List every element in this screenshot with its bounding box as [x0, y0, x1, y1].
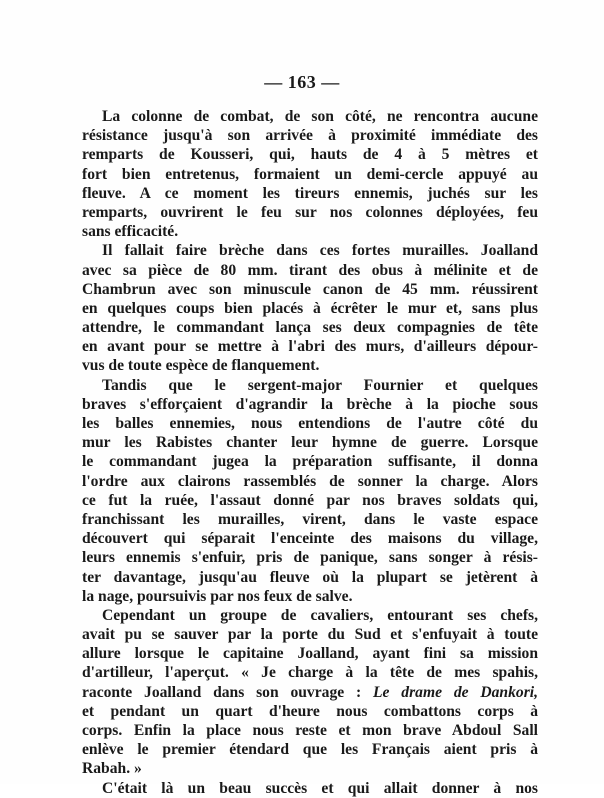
paragraph-1	[82, 107, 538, 241]
text-line: avait pu se sauver par la porte du Sud et s'enfuyait à toute	[82, 626, 538, 644]
text-line: franchissant les murailles, virent, dans le vaste espace	[82, 510, 538, 528]
text-line: le commandant jugea la préparation suffisante, il donna	[82, 453, 538, 471]
text-line: en avant pour se mettre à l'abri des murs, d'ailleurs dépour-	[82, 338, 538, 356]
text-line: fleuve. A ce moment les tireurs ennemis, juchés sur les	[82, 184, 538, 202]
text-line: résistance jusqu'à son arrivée à proximité immédiate des	[82, 127, 538, 145]
text-line: Chambrun avec son minuscule canon de 45 mm. réussirent	[82, 280, 538, 298]
text-line: et pendant un quart d'heure nous combattons corps à	[82, 702, 538, 720]
text-line: remparts de Kousseri, qui, hauts de 4 à 5 mètres et	[82, 146, 538, 164]
text-line: l'ordre aux clairons rassemblés de sonner la charge. Alors	[82, 472, 538, 490]
text-line: enlève le premier étendard que les Français aient pris à	[82, 741, 538, 759]
text-fragment: raconte Joalland dans son ouvrage :	[82, 683, 374, 701]
text-line: vus de toute espèce de flanquement.	[82, 357, 320, 375]
text-line: les balles ennemies, nous entendions de l'autre côté du	[82, 415, 538, 432]
text-line: la nage, poursuivis par nos feux de salve.	[82, 587, 353, 605]
text-line: braves s'efforçaient d'agrandir la brèche à la pioche sous	[82, 395, 538, 413]
paragraph-5	[82, 779, 538, 798]
text-line: Rabah. »	[82, 760, 142, 778]
text-line: avec sa pièce de 80 mm. tirant des obus à mélinite et de	[82, 261, 538, 279]
text-line: mur les Rabistes chanter leur hymne de guerre. Lorsque	[82, 434, 538, 452]
text-line: découvert qui séparait l'enceinte des maisons du village,	[82, 530, 538, 548]
paragraph-4	[82, 606, 538, 779]
paragraph-3	[82, 376, 538, 606]
text-line: remparts, ouvrirent le feu sur nos colonnes déployées, feu	[82, 203, 538, 221]
text-line: C'était là un beau succès et qui allait donner à nos	[102, 779, 538, 797]
text-line: fort bien entretenus, formaient un demi-cercle appuyé au	[82, 165, 538, 183]
text-line: Tandis que le sergent-major Fournier et quelques	[102, 376, 538, 394]
text-line: Cependant un groupe de cavaliers, entourant ses chefs,	[102, 606, 538, 624]
text-line: allure lorsque le capitaine Joalland, ayant fini sa mission	[82, 645, 538, 663]
page-number: — 163 —	[264, 72, 340, 92]
text-line: attendre, le commandant lança ses deux compagnies de tête	[82, 319, 538, 337]
text-line: Il fallait faire brèche dans ces fortes murailles. Joalland	[102, 242, 538, 260]
book-title: Le drame de Dankori,	[373, 683, 538, 701]
text-line	[82, 683, 538, 702]
text-line: corps. Enfin la place nous reste et mon brave Abdoul Sall	[82, 722, 538, 739]
body-text	[82, 107, 538, 798]
text-line: leurs ennemis s'enfuir, pris de panique, sans songer à résis-	[82, 549, 538, 567]
text-line: La colonne de combat, de son côté, ne rencontra aucune	[102, 108, 538, 125]
text-line: ter davantage, jusqu'au fleuve où la plupart se jetèrent à	[82, 568, 538, 586]
paragraph-2	[82, 241, 538, 375]
text-line: ce fut la ruée, l'assaut donné par nos braves soldats qui,	[82, 491, 538, 509]
text-line: en quelques coups bien placés à écrêter le mur et, sans plus	[82, 299, 538, 317]
text-line: sans efficacité.	[82, 223, 179, 241]
text-line: d'artilleur, l'aperçut. « Je charge à la tête de mes spahis,	[82, 664, 538, 682]
